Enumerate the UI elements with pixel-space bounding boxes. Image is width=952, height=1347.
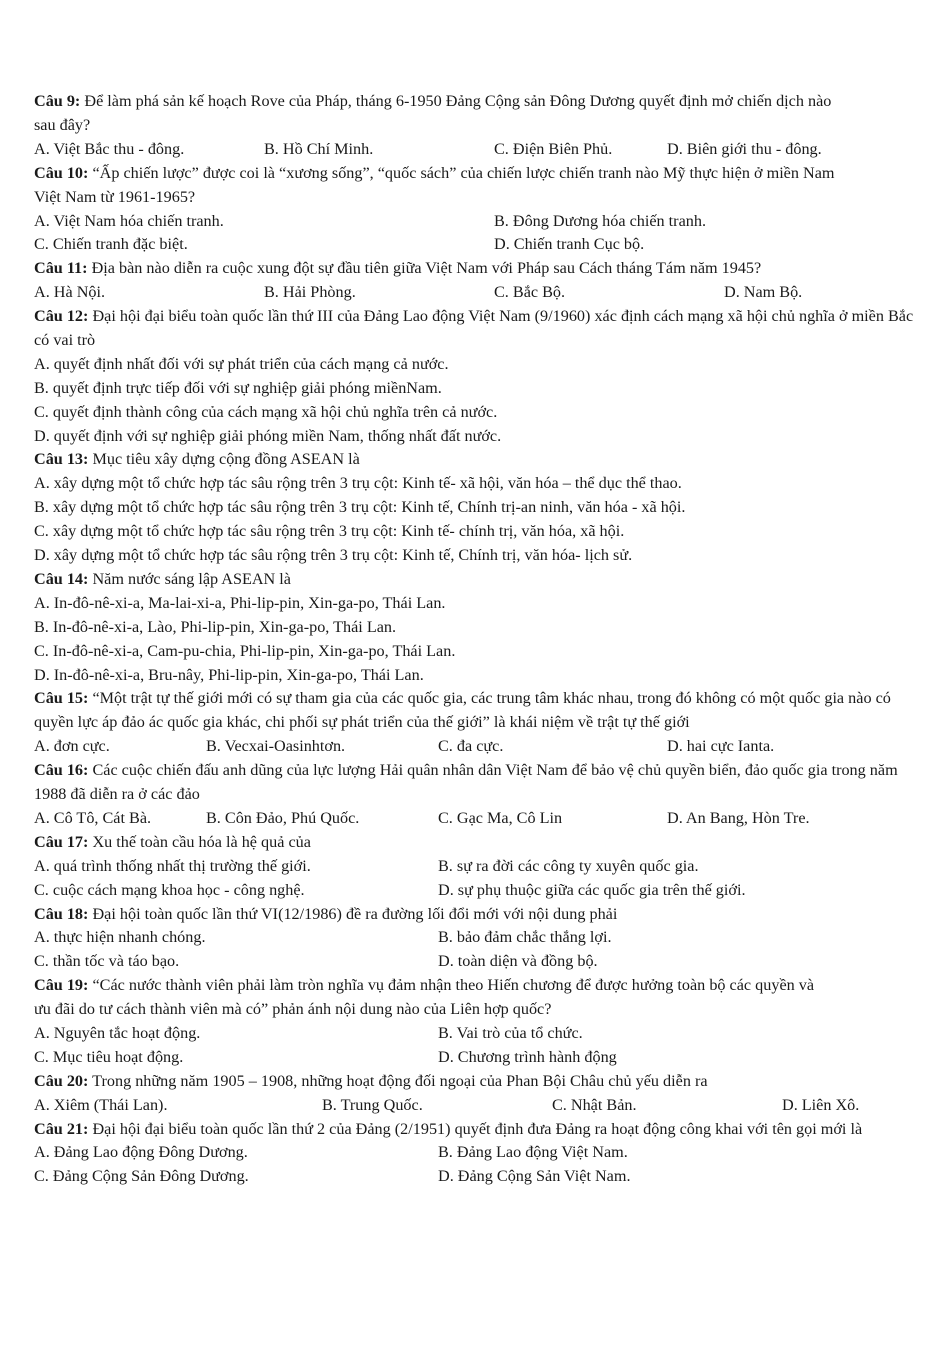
option-a: A. thực hiện nhanh chóng. [34, 928, 206, 947]
option-c: C. In-đô-nê-xi-a, Cam-pu-chia, Phi-lip-pin, Xin-ga-po, Thái Lan. [34, 641, 456, 660]
options-row [34, 879, 914, 903]
question-label: Câu 9: [34, 92, 81, 110]
question-text: Trong những năm 1905 – 1908, những hoạt động đối ngoại của Phan Bội Châu chủ yếu diễn ra [88, 1071, 708, 1090]
option-c: C. đa cực. [438, 737, 504, 756]
option-a: A. Việt Bắc thu - đông. [34, 139, 185, 158]
option-b: B. Trung Quốc. [322, 1095, 423, 1114]
question-label: Câu 16: [34, 761, 89, 780]
option-d: D. Liên Xô. [782, 1095, 860, 1114]
question-16 [34, 759, 914, 807]
option-c: C. Chiến tranh đặc biệt. [34, 235, 188, 254]
option-c: C. Mục tiêu hoạt động. [34, 1047, 184, 1066]
question-19 [34, 974, 834, 1022]
options-row [34, 233, 914, 257]
option-a: A. Cô Tô, Cát Bà. [34, 808, 152, 827]
question-text: “Ấp chiến lược” được coi là “xương sống”, “quốc sách” của chiến lược chiến tranh nào Mỹ thực hiện ở miền Nam Việt Nam từ 1961-1965? [34, 163, 835, 206]
option-d: D. sự phụ thuộc giữa các quốc gia trên thế giới. [438, 880, 746, 899]
option-b: B. xây dựng một tổ chức hợp tác sâu rộng trên 3 trụ cột: Kinh tế, Chính trị-an ninh, văn hóa - xã hội. [34, 498, 686, 517]
options-row [34, 855, 914, 879]
question-label: Câu 10: [34, 163, 89, 182]
question-9 [34, 90, 834, 138]
option-a: A. xây dựng một tổ chức hợp tác sâu rộng trên 3 trụ cột: Kinh tế- xã hội, văn hóa – thể dục thể thao. [34, 474, 682, 493]
option-c: C. Bắc Bộ. [494, 283, 566, 302]
options-row [34, 472, 914, 496]
question-20 [34, 1070, 914, 1094]
options-row [34, 377, 914, 401]
option-c: C. Đảng Cộng Sản Đông Dương. [34, 1167, 249, 1186]
question-label: Câu 11: [34, 259, 88, 278]
option-c: C. cuộc cách mạng khoa học - công nghệ. [34, 880, 305, 899]
options-row [34, 950, 914, 974]
options-row [34, 735, 914, 759]
option-a: A. đơn cực. [34, 737, 110, 756]
option-b: B. sự ra đời các công ty xuyên quốc gia. [438, 856, 699, 875]
option-d: D. Nam Bộ. [724, 283, 803, 302]
option-b: B. Hải Phòng. [264, 283, 356, 302]
options-row [34, 210, 914, 234]
question-label: Câu 21: [34, 1119, 89, 1138]
option-b: B. Vai trò của tổ chức. [438, 1024, 583, 1042]
question-13 [34, 448, 914, 472]
option-c: C. thần tốc và táo bạo. [34, 952, 180, 971]
option-c: C. Điện Biên Phủ. [494, 139, 613, 158]
option-b: B. Vecxai-Oasinhtơn. [206, 737, 346, 756]
question-text: Đại hội đại biểu toàn quốc lần thứ III của Đảng Lao động Việt Nam (9/1960) xác định cách mạng xã hội chủ nghĩa ở miền Bắc có vai trò [34, 307, 914, 349]
option-a: A. quá trình thống nhất thị trường thế giới. [34, 856, 311, 875]
options-row [34, 1141, 914, 1165]
option-b: B. Côn Đảo, Phú Quốc. [206, 808, 360, 827]
question-14 [34, 568, 914, 592]
option-d: D. In-đô-nê-xi-a, Bru-nây, Phi-lip-pin, Xin-ga-po, Thái Lan. [34, 665, 424, 684]
options-row [34, 496, 914, 520]
options-row [34, 592, 914, 616]
question-label: Câu 13: [34, 450, 89, 469]
option-a: A. quyết định nhất đối với sự phát triển của cách mạng cả nước. [34, 354, 449, 373]
option-d: D. xây dựng một tổ chức hợp tác sâu rộng trên 3 trụ cột: Kinh tế, Chính trị, văn hóa- lịch sử. [34, 546, 633, 565]
options-row [34, 520, 914, 544]
question-10 [34, 162, 849, 210]
option-b: B. bảo đảm chắc thắng lợi. [438, 928, 612, 947]
question-17 [34, 831, 914, 855]
question-label: Câu 18: [34, 904, 89, 923]
question-text: Năm nước sáng lập ASEAN là [88, 569, 291, 588]
option-c: C. Gạc Ma, Cô Lin [438, 808, 563, 827]
question-label: Câu 17: [34, 832, 89, 851]
option-c: C. Nhật Bản. [552, 1095, 637, 1114]
options-row [34, 138, 914, 162]
option-d: D. An Bang, Hòn Tre. [667, 808, 810, 827]
question-text: Các cuộc chiến đấu anh dũng của lực lượng Hải quân nhân dân Việt Nam để bảo vệ chủ quyền biển, đảo quốc gia trong năm 1988 đã diễn ra ở các đảo [34, 761, 898, 804]
question-text: Mục tiêu xây dựng cộng đồng ASEAN là [88, 450, 360, 469]
option-a: A. Xiêm (Thái Lan). [34, 1095, 168, 1114]
option-b: B. Đảng Lao động Việt Nam. [438, 1143, 628, 1162]
options-row [34, 1165, 914, 1189]
option-b: B. In-đô-nê-xi-a, Lào, Phi-lip-pin, Xin-ga-po, Thái Lan. [34, 617, 397, 636]
options-row [34, 926, 914, 950]
option-d: D. Đảng Cộng Sản Việt Nam. [438, 1167, 631, 1186]
option-a: A. Hà Nội. [34, 283, 106, 302]
option-a: A. Đảng Lao động Đông Dương. [34, 1143, 248, 1162]
options-row [34, 425, 914, 449]
question-text: “Một trật tự thế giới mới có sự tham gia của các quốc gia, các trung tâm khác nhau, trong đó không có một quốc gia nào có quyền lực áp đảo ác quốc gia khác, chi phối sự phát triển của thế giới” là khái niệm về trật tự thế giới [34, 689, 891, 732]
options-row [34, 1046, 914, 1070]
question-text: “Các nước thành viên phải làm tròn nghĩa vụ đảm nhận theo Hiến chương để được hưởng toàn bộ các quyền và ưu đãi do tư cách thành viên mà có” phản ánh nội dung nào của Liên hợp quốc? [34, 976, 815, 1019]
question-18 [34, 903, 914, 927]
option-b: B. Hồ Chí Minh. [264, 139, 374, 158]
option-b: B. Đông Dương hóa chiến tranh. [494, 211, 706, 230]
question-label: Câu 15: [34, 689, 89, 708]
question-text: Đại hội đại biểu toàn quốc lần thứ 2 của Đảng (2/1951) quyết định đưa Đảng ra hoạt động công khai với tên gọi mới là [88, 1119, 863, 1138]
option-a: A. Việt Nam hóa chiến tranh. [34, 211, 224, 230]
options-row [34, 401, 914, 425]
question-15 [34, 687, 914, 735]
options-row [34, 807, 914, 831]
question-label: Câu 12: [34, 307, 89, 326]
question-21 [34, 1118, 914, 1142]
options-row [34, 640, 914, 664]
options-row [34, 664, 914, 688]
option-d: D. hai cực Ianta. [667, 737, 775, 756]
question-11 [34, 257, 914, 281]
option-d: D. toàn diện và đồng bộ. [438, 952, 598, 971]
options-row [34, 281, 914, 305]
option-d: D. Chiến tranh Cục bộ. [494, 235, 645, 254]
options-row [34, 616, 914, 640]
option-c: C. quyết định thành công của cách mạng xã hội chủ nghĩa trên cả nước. [34, 402, 498, 421]
option-c: C. xây dựng một tổ chức hợp tác sâu rộng trên 3 trụ cột: Kinh tế- chính trị, văn hóa, xã hội. [34, 522, 625, 541]
question-label: Câu 19: [34, 976, 89, 995]
option-b: B. quyết định trực tiếp đối với sự nghiệp giải phóng miềnNam. [34, 378, 442, 397]
option-d: D. Chương trình hành động [438, 1047, 617, 1066]
question-text: Đại hội toàn quốc lần thứ VI(12/1986) đề ra đường lối đổi mới với nội dung phải [88, 904, 618, 923]
question-text: Địa bàn nào diễn ra cuộc xung đột sự đầu tiên giữa Việt Nam với Pháp sau Cách tháng Tám năm 1945? [87, 259, 762, 278]
option-d: D. Biên giới thu - đông. [667, 139, 822, 158]
option-a: A. Nguyên tắc hoạt động. [34, 1024, 201, 1042]
options-row [34, 1094, 914, 1118]
options-row [34, 1022, 914, 1046]
question-text: Để làm phá sản kế hoạch Rove của Pháp, tháng 6-1950 Đảng Cộng sản Đông Dương quyết định mở chiến dịch nào sau đây? [34, 92, 832, 134]
exam-page [34, 90, 914, 1189]
question-label: Câu 14: [34, 569, 89, 588]
option-a: A. In-đô-nê-xi-a, Ma-lai-xi-a, Phi-lip-pin, Xin-ga-po, Thái Lan. [34, 593, 446, 612]
question-label: Câu 20: [34, 1071, 89, 1090]
option-d: D. quyết định với sự nghiệp giải phóng miền Nam, thống nhất đất nước. [34, 426, 502, 445]
question-12 [34, 305, 914, 353]
question-text: Xu thế toàn cầu hóa là hệ quả của [88, 832, 311, 851]
options-row [34, 353, 914, 377]
options-row [34, 544, 914, 568]
